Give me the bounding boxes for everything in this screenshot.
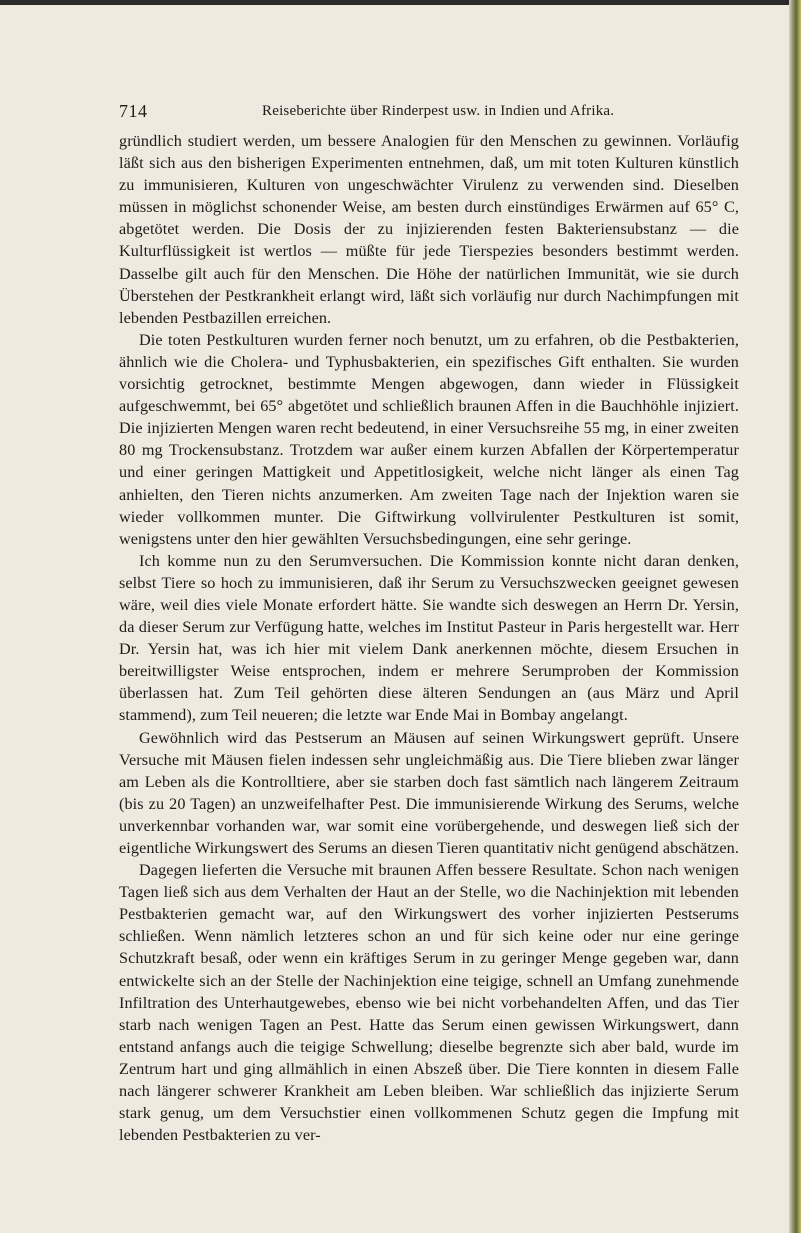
paragraph-5: Dagegen lieferten die Versuche mit braunen Affen bessere Resultate. Schon nach wenigen Tagen ließ sich aus dem Verhalten der Haut an der Stelle, wo die Nachinjektion mit lebenden Pestbakterien gemacht war, auf den Wirkungswert des vorher injizierten Pestserums schließen. Wenn nämlich letzteres schon an und für sich keine oder nur eine geringe Schutzkraft besaß, oder wenn ein kräftiges Serum in zu geringer Menge gegeben war, dann entwickelte sich an der Stelle der Nachinjektion eine teigige, schnell an Umfang zunehmende Infiltration des Unterhautgewebes, ebenso wie bei nicht vorbehandelten Affen, und das Tier starb nach wenigen Tagen an Pest. Hatte das Serum einen gewissen Wirkungswert, dann entstand anfangs auch die teigige Schwellung; dieselbe begrenzte sich aber bald, wurde im Zentrum hart und ging allmählich in einen Abszeß über. Die Tiere konnten in diesem Falle nach längerer schwerer Krankheit am Leben bleiben. War schließlich das injizierte Serum stark genug, um dem Versuchstier einen vollkommenen Schutz gegen die Impfung mit lebenden Pestbakterien zu ver-	[119, 861, 739, 1145]
body-text	[119, 130, 739, 1146]
paragraph-1: gründlich studiert werden, um bessere Analogien für den Menschen zu gewinnen. Vorläufig läßt sich aus den bisherigen Experimenten entnehmen, daß, um mit toten Kulturen künstlich zu immunisieren, Kulturen von ungeschwächter Virulenz zu verwenden sind. Dieselben müssen in möglichst schonender Weise, am besten durch einstündiges Erwärmen auf 65° C, abgetötet werden. Die Dosis der zu injizierenden festen Bakteriensubstanz — die Kulturflüssigkeit ist wertlos — müßte für jede Tierspezies besonders bestimmt werden. Dasselbe gilt auch für den Menschen. Die Höhe der natürlichen Immunität, wie sie durch Überstehen der Pestkrankheit erlangt wird, läßt sich vorläufig nur durch Nachimpfungen mit lebenden Pestbazillen erreichen.	[119, 132, 739, 327]
right-scan-edge	[789, 0, 801, 1233]
paragraph-3: Ich komme nun zu den Serumversuchen. Die Kommission konnte nicht daran denken, selbst Tiere so hoch zu immunisieren, daß ihr Serum zu Versuchszwecken geeignet gewesen wäre, weil dies viele Monate erfordert hätte. Sie wandte sich deswegen an Herrn Dr. Yersin, da dieser Serum zur Verfügung hatte, welches im Institut Pasteur in Paris hergestellt war. Herr Dr. Yersin hat, was ich hier mit vielem Dank anerkennen möchte, diesem Ersuchen in bereitwilligster Weise entsprochen, indem er mehrere Serumproben der Kommission überlassen hat. Zum Teil gehörten diese älteren Sendungen an (aus März und April stammend), zum Teil neueren; die letzte war Ende Mai in Bombay angelangt.	[119, 551, 739, 725]
page-number: 714	[119, 101, 148, 121]
running-head: Reiseberichte über Rinderpest usw. in Indien und Afrika.	[262, 103, 615, 119]
paragraph-2: Die toten Pestkulturen wurden ferner noch benutzt, um zu erfahren, ob die Pestbakterien, ähnlich wie die Cholera- und Typhusbakterien, ein spezifisches Gift enthalten. Sie wurden vorsichtig getrocknet, bestimmte Mengen abgewogen, dann wieder in Flüssigkeit aufgeschwemmt, bei 65° abgetötet und schließlich braunen Affen in die Bauchhöhle injiziert. Die injizierten Mengen waren recht bedeutend, in einer Versuchsreihe 55 mg, in einer zweiten 80 mg Trockensubstanz. Trotzdem war außer einem kurzen Abfallen der Körpertemperatur und einer geringen Mattigkeit und Appetitlosigkeit, welche nicht länger als einen Tag anhielten, den Tieren nichts anzumerken. Am zweiten Tage nach der Injektion waren sie wieder vollkommen munter. Die Giftwirkung vollvirulenter Pestkulturen ist somit, wenigstens unter den hier gewählten Versuchsbedingungen, eine sehr geringe.	[119, 330, 739, 548]
page-header	[119, 101, 739, 125]
top-scan-border	[0, 0, 801, 5]
paragraph-4: Gewöhnlich wird das Pestserum an Mäusen auf seinen Wirkungswert geprüft. Unsere Versuche mit Mäusen fielen indessen sehr ungleichmäßig aus. Die Tiere blieben zwar länger am Leben als die Kontrolltiere, aber sie starben doch fast sämtlich nach längerem Zeitraum (bis zu 20 Tagen) an unzweifelhafter Pest. Die immunisierende Wirkung des Serums, welche unverkennbar vorhanden war, war somit eine vorübergehende, und deswegen ließ sich der eigentliche Wirkungswert des Serums an diesen Tieren quantitativ nicht genügend abschätzen.	[119, 728, 739, 857]
